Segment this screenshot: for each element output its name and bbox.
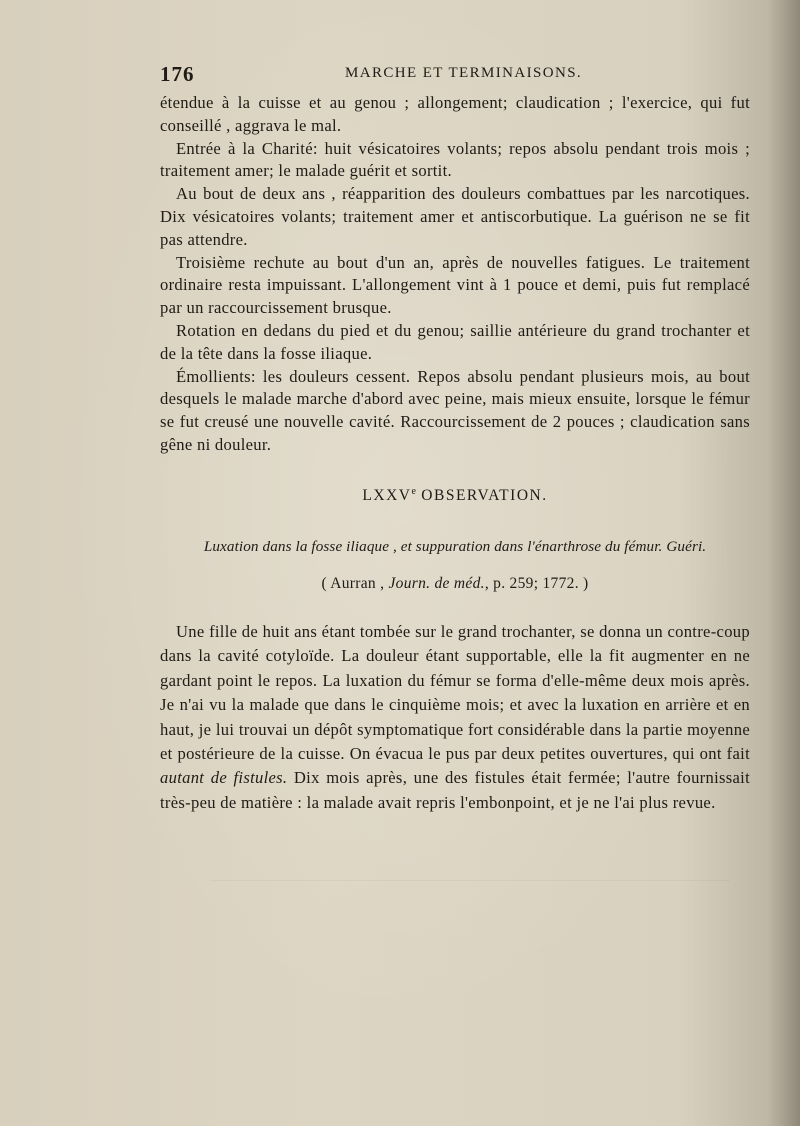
observation-word: OBSERVATION. <box>421 487 548 505</box>
observation-text-part: Une fille de huit ans étant tombée sur le grand trochanter, se donna un contre-coup dans la cavité cotyloïde. La douleur étant supportable, elle la fit augmenter en ne gardant point le repos. La luxation du fémur se forma d'elle-même deux mois après. Je n'ai vu la malade que dans le cinquième mois; et avec la luxation en arrière et en haut, je lui trouvai un dépôt symptomatique fort considérable dans la partie moyenne et postérieure de la cuisse. On évacua le pus par deux petites ouvertures, qui ont fait <box>160 622 750 764</box>
source-author: ( Aurran , <box>321 575 389 592</box>
observation-source <box>160 575 750 593</box>
source-reference: , p. 259; 1772. ) <box>484 575 589 592</box>
paragraph: Au bout de deux ans , réapparition des douleurs combattues par les narcotiques. Dix vésicatoires volants; traitement amer et antiscorbutique. La guérison ne se fit pas attendre. <box>160 184 750 249</box>
running-head: MARCHE ET TERMINAISONS. <box>345 65 583 81</box>
page-number: 176 <box>160 62 195 86</box>
observation-heading <box>160 486 750 505</box>
observation-subtitle: Luxation dans la fosse iliaque , et suppuration dans l'énarthrose du fémur. Guéri. <box>203 538 707 555</box>
bleed-through-text <box>210 880 730 901</box>
observation-text <box>160 620 750 815</box>
observation-number-suffix: e <box>411 486 416 497</box>
observation-number: LXXV <box>362 487 412 505</box>
observation-text-italic: autant de fistules. <box>160 768 288 788</box>
paragraph: Rotation en dedans du pied et du genou; saillie antérieure du grand trochanter et de la tête dans la fosse iliaque. <box>160 320 750 363</box>
source-journal: Journ. de méd. <box>388 575 485 592</box>
paragraph: Troisième rechute au bout d'un an, après de nouvelles fatigues. Le traitement ordinaire resta impuissant. L'allongement vint à 1 pouce et demi, puis fut remplacé par un raccourcissement brusque. <box>160 252 750 318</box>
page-header <box>160 62 750 88</box>
observation-text-part: Dix mois après, une des fistules était fermée; l'autre fournissait très-peu de matière : la malade avait repris l'embonpoint, et je ne l'ai plus revue. <box>160 768 750 812</box>
paragraph: Entrée à la Charité: huit vésicatoires volants; repos absolu pendant trois mois ; traitement amer; le malade guérit et sortit. <box>160 138 750 181</box>
paragraph: étendue à la cuisse et au genou ; allongement; claudication ; l'exercice, qui fut conseillé , aggrava le mal. <box>160 93 750 135</box>
observation-paragraph <box>160 620 750 815</box>
body-text <box>160 92 750 457</box>
paragraph: Émollients: les douleurs cessent. Repos absolu pendant plusieurs mois, au bout desquels le malade marche d'abord avec peine, mais mieux ensuite, lorsque le fémur se fut creusé une nouvelle cavité. Raccourcissement de 2 pouces ; claudication sans gêne ni douleur. <box>160 366 750 454</box>
